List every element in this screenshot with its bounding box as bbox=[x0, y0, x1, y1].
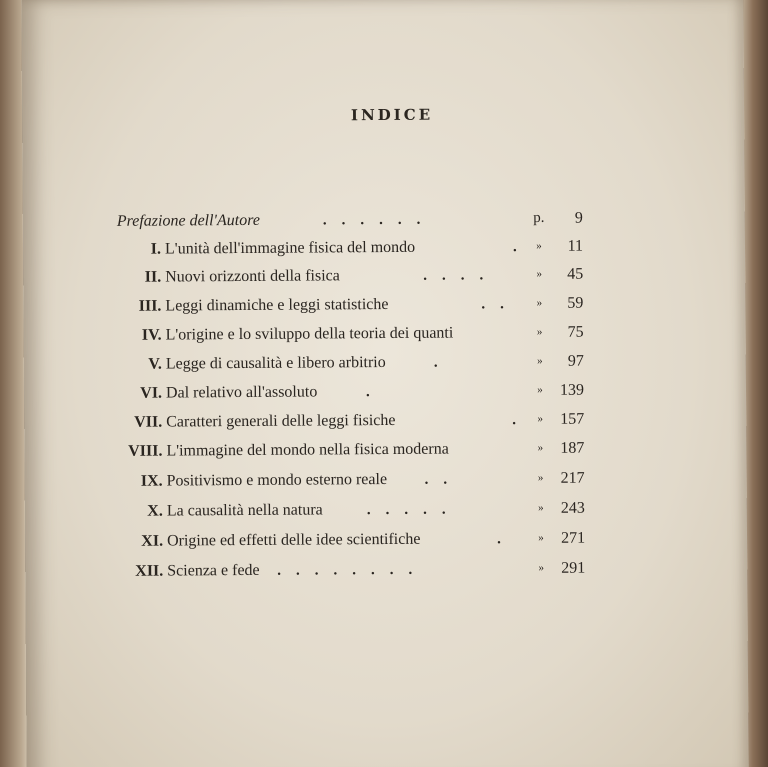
chapter-title: Leggi dinamiche e leggi statistiche bbox=[165, 295, 389, 315]
chapter-title: Prefazione dell'Autore bbox=[116, 211, 260, 230]
dot-leader: .. bbox=[481, 296, 519, 313]
dot-leader: ..... bbox=[366, 501, 461, 519]
toc-entry bbox=[24, 377, 746, 406]
chapter-title: Legge di causalità e libero arbitrio bbox=[165, 353, 386, 373]
page-number: 9 bbox=[574, 209, 583, 227]
ditto-mark: » bbox=[538, 501, 544, 514]
chapter-title: L'origine e lo sviluppo della teoria dei quanti bbox=[165, 324, 454, 344]
page-number: 243 bbox=[560, 499, 585, 517]
dot-leader: . bbox=[512, 411, 532, 429]
page-number: 291 bbox=[561, 559, 586, 577]
dot-leader: .. bbox=[424, 471, 463, 488]
chapter-title: La causalità nella natura bbox=[166, 501, 323, 520]
ditto-mark: » bbox=[537, 441, 544, 454]
dot-leader: .... bbox=[423, 267, 499, 284]
dot-leader: . bbox=[496, 531, 516, 548]
toc-entry bbox=[24, 435, 746, 464]
page-number: 217 bbox=[560, 469, 585, 487]
page-number: 139 bbox=[559, 381, 585, 399]
chapter-title: Scienza e fede bbox=[167, 561, 260, 580]
dot-leader: . bbox=[512, 238, 532, 256]
chapter-title: Origine ed effetti delle idee scientifiche bbox=[166, 530, 421, 550]
page-number: 75 bbox=[567, 323, 584, 341]
chapter-number: V. bbox=[148, 355, 162, 373]
chapter-title: L'immagine del mondo nella fisica moderna bbox=[166, 440, 449, 460]
toc-entry bbox=[25, 555, 747, 584]
toc-entry bbox=[23, 261, 745, 290]
toc-entry bbox=[23, 233, 745, 262]
chapter-number: XI. bbox=[141, 532, 164, 550]
book-page bbox=[21, 0, 748, 767]
chapter-title: L'unità dell'immagine fisica del mondo bbox=[164, 238, 416, 258]
ditto-mark: » bbox=[537, 412, 543, 425]
dot-leader: . bbox=[433, 354, 453, 371]
ditto-mark: » bbox=[536, 296, 543, 309]
chapter-number: II. bbox=[144, 268, 162, 286]
page-number: 97 bbox=[567, 352, 584, 370]
chapter-number: VIII. bbox=[128, 442, 163, 460]
dot-leader: ...... bbox=[322, 211, 436, 229]
ditto-mark: » bbox=[536, 325, 543, 338]
toc-entry bbox=[25, 495, 747, 524]
toc-entry bbox=[24, 348, 746, 377]
chapter-number: IV. bbox=[141, 326, 162, 344]
page-number: 187 bbox=[560, 439, 585, 457]
chapter-number: IX. bbox=[140, 472, 163, 490]
page-number: 271 bbox=[560, 529, 586, 547]
chapter-title: Nuovi orizzonti della fisica bbox=[165, 267, 340, 286]
ditto-mark: » bbox=[536, 239, 542, 252]
ditto-mark: » bbox=[537, 471, 544, 484]
page-prefix: p. bbox=[533, 209, 545, 226]
table-of-contents bbox=[23, 197, 745, 580]
page-number: 157 bbox=[560, 410, 585, 428]
toc-entry bbox=[25, 525, 747, 554]
toc-entry bbox=[24, 406, 746, 435]
ditto-mark: » bbox=[538, 531, 544, 544]
page-number: 45 bbox=[567, 265, 584, 283]
toc-entry bbox=[25, 465, 747, 494]
page-title: INDICE bbox=[350, 105, 434, 125]
dot-leader: . bbox=[365, 384, 385, 401]
chapter-title: Dal relativo all'assoluto bbox=[165, 383, 318, 402]
toc-entry bbox=[23, 290, 745, 319]
ditto-mark: » bbox=[537, 383, 543, 396]
toc-entry bbox=[23, 205, 745, 234]
ditto-mark: » bbox=[537, 354, 543, 367]
chapter-number: X. bbox=[147, 502, 163, 520]
chapter-title: Positivismo e mondo esterno reale bbox=[166, 470, 388, 490]
page-number: 11 bbox=[567, 237, 584, 255]
dot-leader: ........ bbox=[277, 561, 428, 579]
chapter-number: III. bbox=[138, 297, 162, 315]
chapter-title: Caratteri generali delle leggi fisiche bbox=[166, 411, 396, 431]
page-number: 59 bbox=[567, 294, 584, 312]
chapter-number: VII. bbox=[134, 413, 163, 431]
chapter-number: VI. bbox=[140, 384, 163, 402]
toc-entry bbox=[24, 319, 746, 348]
chapter-number: XII. bbox=[135, 562, 164, 580]
ditto-mark: » bbox=[536, 267, 542, 280]
ditto-mark: » bbox=[538, 561, 545, 574]
chapter-number: I. bbox=[150, 240, 162, 258]
